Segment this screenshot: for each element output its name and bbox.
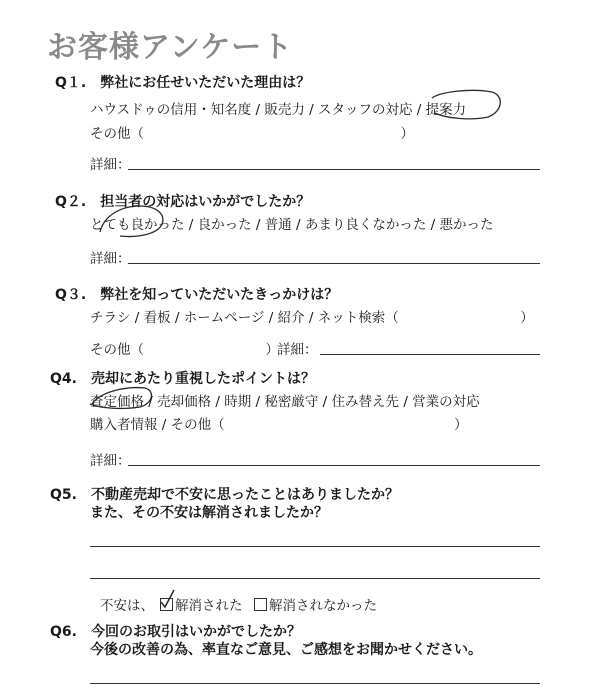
q3-question: Q３. 弊社を知っていただいたきっかけは？ xyxy=(55,287,339,303)
unresolved-label: 解消されなかった xyxy=(269,598,377,614)
q1-options[interactable]: ハウスドゥの信用・知名度 / 販売力 / スタッフの対応 / 提案力 xyxy=(90,102,467,118)
q5-resolved-option[interactable] xyxy=(160,594,243,614)
q1-question: Q１. 弊社にお任せいただいた理由は？ xyxy=(55,75,311,91)
q6-question: Q6. 今回のお取引はいかがでしたか？ xyxy=(50,624,301,640)
q4-detail-line[interactable] xyxy=(128,465,540,466)
q5-answer-line-2[interactable] xyxy=(90,578,540,579)
unresolved-checkbox[interactable] xyxy=(254,598,267,611)
q3-options[interactable]: チラシ / 看板 / ホームページ / 紹介 / ネット検索（ ） xyxy=(90,310,534,326)
q2-detail-label: 詳細： xyxy=(90,251,131,267)
q6-answer-line[interactable] xyxy=(90,683,540,684)
q2-options[interactable]: とても良かった / 良かった / 普通 / あまり良くなかった / 悪かった xyxy=(90,217,494,233)
q4-other[interactable]: 購入者情報 / その他（ ） xyxy=(90,417,468,433)
q3-other[interactable]: その他（ ） xyxy=(90,342,279,358)
page-title: お客様アンケート xyxy=(47,30,294,65)
q6-question-sub: 今後の改善の為、率直なご意見、ご感想をお聞かせください。 xyxy=(90,642,482,658)
q5-question-sub: また、その不安は解消されましたか？ xyxy=(90,505,328,521)
q5-answer-line-1[interactable] xyxy=(90,546,540,547)
q2-question: Q２. 担当者の対応はいかがでしたか？ xyxy=(55,194,311,210)
q3-detail-label: 詳細： xyxy=(277,342,318,358)
resolved-checkbox[interactable] xyxy=(160,598,173,611)
q4-options[interactable]: 査定価格 / 売却価格 / 時期 / 秘密厳守 / 住み替え先 / 営業の対応 xyxy=(90,394,480,410)
q3-detail-line[interactable] xyxy=(320,354,540,355)
q1-detail-line[interactable] xyxy=(128,169,540,170)
q5-anxiety-label: 不安は、 xyxy=(100,598,154,614)
q5-unresolved-option[interactable] xyxy=(254,594,377,614)
q5-question: Q5. 不動産売却で不安に思ったことはありましたか？ xyxy=(50,487,399,503)
q1-detail-label: 詳細： xyxy=(90,157,131,173)
q4-question: Q4. 売却にあたり重視したポイントは？ xyxy=(50,371,315,387)
q1-other[interactable]: その他（ ） xyxy=(90,126,414,142)
q2-detail-line[interactable] xyxy=(128,263,540,264)
resolved-label: 解消された xyxy=(175,598,243,614)
q4-detail-label: 詳細： xyxy=(90,453,131,469)
